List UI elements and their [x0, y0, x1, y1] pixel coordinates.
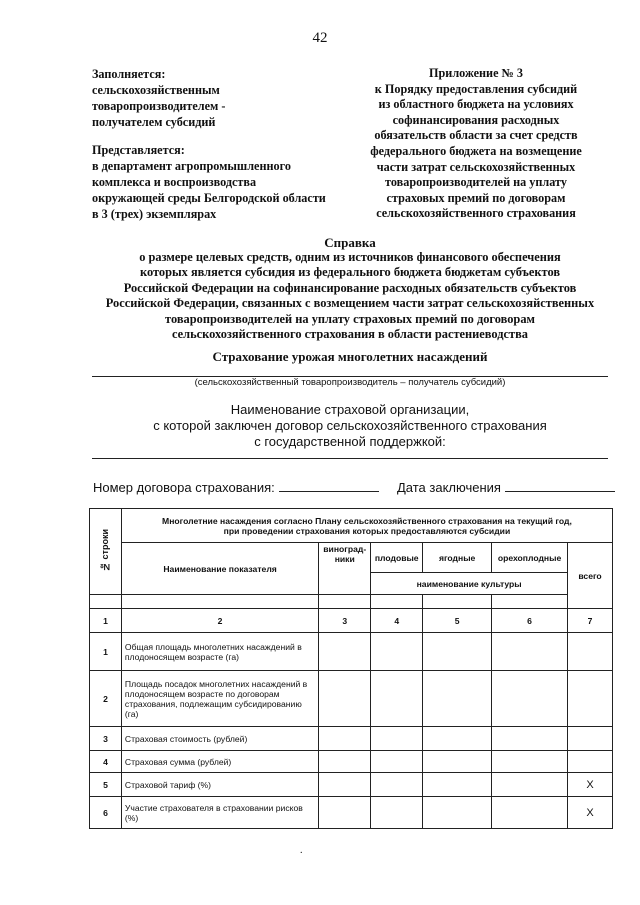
submitted-line: в департамент агропромышленного: [92, 159, 291, 173]
submitted-line: в 3 (трех) экземплярах: [92, 207, 217, 221]
row-number: 4: [90, 751, 122, 773]
insurer-line: Наименование страховой организации,: [230, 402, 470, 417]
table-row: [90, 773, 613, 797]
col-number: 3: [319, 609, 371, 633]
col-number: 7: [568, 609, 613, 633]
appendix-line: страховых премий по договорам: [386, 190, 566, 205]
cell-total[interactable]: [568, 633, 613, 671]
col-number: 4: [371, 609, 423, 633]
row-label: Страховой тариф (%): [121, 773, 318, 797]
row-label: Участие страхователя в страховании рисков (%): [121, 797, 318, 829]
contract-date: [397, 479, 615, 495]
cell-input[interactable]: [492, 633, 568, 671]
appendix-line: обязательств области за счет средств: [374, 128, 578, 143]
description-line: товаропроизводителей на уплату страховых премий по договорам: [165, 311, 535, 326]
table-row: [90, 633, 613, 671]
cell-input[interactable]: [319, 773, 371, 797]
description-line: которых является субсидия из федерального бюджета бюджетам субъектов: [139, 265, 561, 280]
description-line: Российской Федерации, связанных с возмещением части затрат сельскохозяйственных: [105, 296, 595, 311]
col-fruit: плодовые: [371, 543, 423, 573]
cell-total[interactable]: [568, 751, 613, 773]
contract-date-label: Дата заключения: [397, 480, 501, 495]
description-line: о размере целевых средств, одним из источников финансового обеспечения: [139, 250, 561, 264]
recipient-caption: (сельскохозяйственный товаропроизводитель – получатель субсидий): [194, 377, 506, 388]
cell-total[interactable]: [568, 727, 613, 751]
cell-input[interactable]: [492, 773, 568, 797]
insurer-line: с государственной поддержкой:: [254, 434, 446, 449]
col-number: 2: [121, 609, 318, 633]
filled-by-label: Заполняется:: [92, 67, 166, 81]
row-number: 3: [90, 727, 122, 751]
indicator-header: Наименование показателя: [121, 543, 318, 595]
appendix-line: части затрат сельскохозяйственных: [376, 159, 576, 174]
cell-input[interactable]: [371, 671, 423, 727]
cell-input[interactable]: [319, 671, 371, 727]
submitted-line: окружающей среды Белгородской области: [92, 191, 326, 205]
col-nut: орехоплодные: [492, 543, 568, 573]
cell-input[interactable]: [423, 751, 492, 773]
filled-by-line: сельскохозяйственным: [92, 83, 220, 97]
contract-number-field[interactable]: [279, 479, 379, 492]
cell-total[interactable]: [568, 671, 613, 727]
cell-input[interactable]: [423, 633, 492, 671]
cell-input[interactable]: [371, 773, 423, 797]
table-row: [90, 727, 613, 751]
contract-date-field[interactable]: [505, 479, 615, 492]
insurance-table: [89, 508, 613, 829]
description-line: сельскохозяйственного страхования в области растениеводства: [172, 327, 528, 342]
row-label: Страховая сумма (рублей): [121, 751, 318, 773]
filled-by-line: товаропроизводителем -: [92, 99, 226, 113]
table-row: [90, 797, 613, 829]
table-row: [90, 671, 613, 727]
appendix-line: софинансирования расходных: [392, 112, 560, 127]
insurer-block: [92, 402, 608, 450]
row-number: 5: [90, 773, 122, 797]
cell-input[interactable]: [423, 671, 492, 727]
appendix-line: к Порядку предоставления субсидий: [374, 81, 578, 96]
row-number: 1: [90, 633, 122, 671]
cell-input[interactable]: [319, 751, 371, 773]
cell-input[interactable]: [319, 797, 371, 829]
appendix-line: из областного бюджета на условиях: [378, 97, 574, 112]
cell-input[interactable]: [492, 671, 568, 727]
insurer-line: с которой заключен договор сельскохозяйственного страхования: [153, 418, 547, 433]
cell-input[interactable]: [492, 797, 568, 829]
left-header: [92, 66, 362, 222]
group-header: Многолетние насаждения согласно Плану сельскохозяйственного страхования на текущий год, при проведении страхования которых предоставляются субсидии: [121, 509, 612, 543]
document-title: Справка: [324, 235, 376, 250]
contract-number: [93, 479, 379, 495]
filled-by-line: получателем субсидий: [92, 115, 216, 129]
cell-input[interactable]: [371, 727, 423, 751]
cell-input[interactable]: [423, 773, 492, 797]
submitted-line: комплекса и воспроизводства: [92, 175, 257, 189]
appendix-line: федерального бюджета на возмещение: [370, 143, 582, 158]
cell-input[interactable]: [371, 797, 423, 829]
appendix-line: Приложение № 3: [429, 66, 523, 80]
appendix-header: [356, 66, 596, 222]
cell-input[interactable]: [423, 727, 492, 751]
footer-mark: .: [300, 845, 303, 856]
submitted-label: Представляется:: [92, 143, 185, 157]
appendix-line: товаропроизводителей на уплату: [385, 175, 567, 190]
cell-input[interactable]: [319, 633, 371, 671]
appendix-line: сельскохозяйственного страхования: [376, 206, 576, 221]
page-number: 42: [312, 30, 328, 46]
contract-number-label: Номер договора страхования:: [93, 480, 275, 495]
col-total: всего: [568, 543, 613, 609]
cell-input[interactable]: [492, 727, 568, 751]
row-number: 6: [90, 797, 122, 829]
document-description: [60, 250, 640, 342]
row-label: Страховая стоимость (рублей): [121, 727, 318, 751]
description-line: Российской Федерации на софинансирование расходных обязательств субъектов: [123, 280, 577, 295]
cell-input[interactable]: [492, 751, 568, 773]
row-label: Площадь посадок многолетних насаждений в плодоносящем возрасте по договорам страхования, подлежащим субсидированию (га): [121, 671, 318, 727]
cell-input[interactable]: [371, 751, 423, 773]
col-number: 6: [492, 609, 568, 633]
insurer-fill-line: [92, 458, 608, 459]
row-label: Общая площадь многолетних насаждений в плодоносящем возрасте (га): [121, 633, 318, 671]
row-no-header: № строки: [90, 509, 122, 595]
cell-total: Х: [568, 797, 613, 829]
col-number: 5: [423, 609, 492, 633]
cell-input[interactable]: [371, 633, 423, 671]
col-number: 1: [90, 609, 122, 633]
cell-total: Х: [568, 773, 613, 797]
cell-input[interactable]: [319, 727, 371, 751]
culture-name-header: наименование культуры: [371, 573, 568, 595]
table-row: [90, 751, 613, 773]
row-number: 2: [90, 671, 122, 727]
document-subtitle: Страхование урожая многолетних насаждений: [212, 349, 488, 364]
col-vineyards: виноград-ники: [319, 543, 371, 595]
cell-input[interactable]: [423, 797, 492, 829]
col-berry: ягодные: [423, 543, 492, 573]
